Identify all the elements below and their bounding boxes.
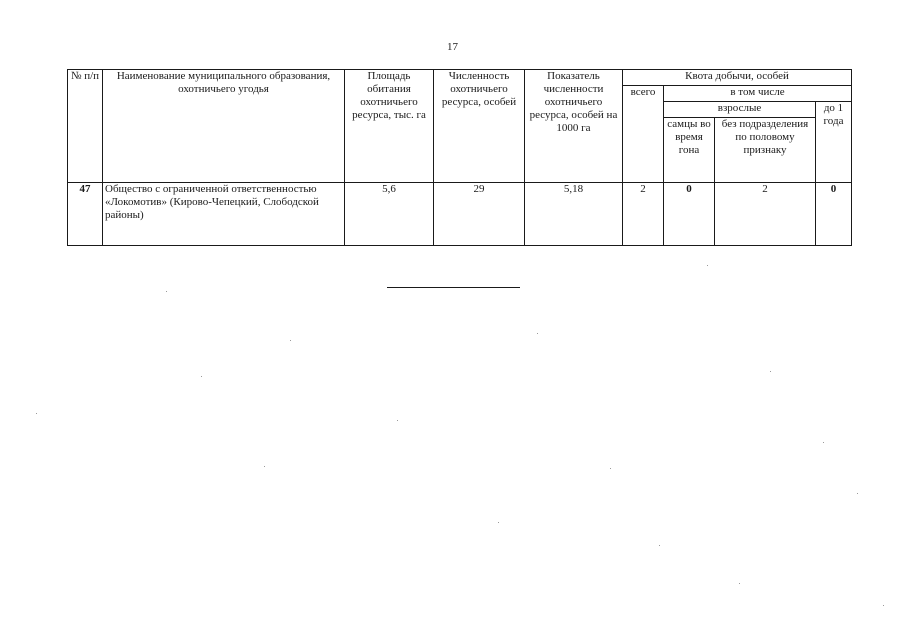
header-including: в том числе — [664, 86, 852, 102]
quota-table — [67, 69, 852, 246]
cell-under-one: 0 — [816, 183, 852, 246]
header-males-rut: самцы во время гона — [664, 118, 715, 183]
cell-num: 47 — [68, 183, 103, 246]
header-quota: Квота добычи, особей — [623, 70, 852, 86]
separator-line — [387, 287, 520, 288]
cell-density: 5,18 — [525, 183, 623, 246]
cell-total: 2 — [623, 183, 664, 246]
header-no-sex: без подразделения по половому признаку — [715, 118, 816, 183]
header-density: Показатель численности охотничьего ресурса, особей на 1000 га — [525, 70, 623, 183]
header-name: Наименование муниципального образования, охотничьего угодья — [103, 70, 345, 183]
cell-population: 29 — [434, 183, 525, 246]
header-under-one: до 1 года — [816, 102, 852, 183]
header-total: всего — [623, 86, 664, 183]
cell-males-rut: 0 — [664, 183, 715, 246]
cell-area: 5,6 — [345, 183, 434, 246]
cell-no-sex: 2 — [715, 183, 816, 246]
header-area: Площадь обитания охотничьего ресурса, тыс. га — [345, 70, 434, 183]
page-number: 17 — [447, 41, 458, 53]
table-row — [68, 183, 852, 246]
header-num: № п/п — [68, 70, 103, 183]
header-adults: взрослые — [664, 102, 816, 118]
cell-name: Общество с ограниченной ответственностью «Локомотив» (Кирово-Чепецкий, Слободской районы) — [103, 183, 345, 246]
header-population: Численность охотничьего ресурса, особей — [434, 70, 525, 183]
